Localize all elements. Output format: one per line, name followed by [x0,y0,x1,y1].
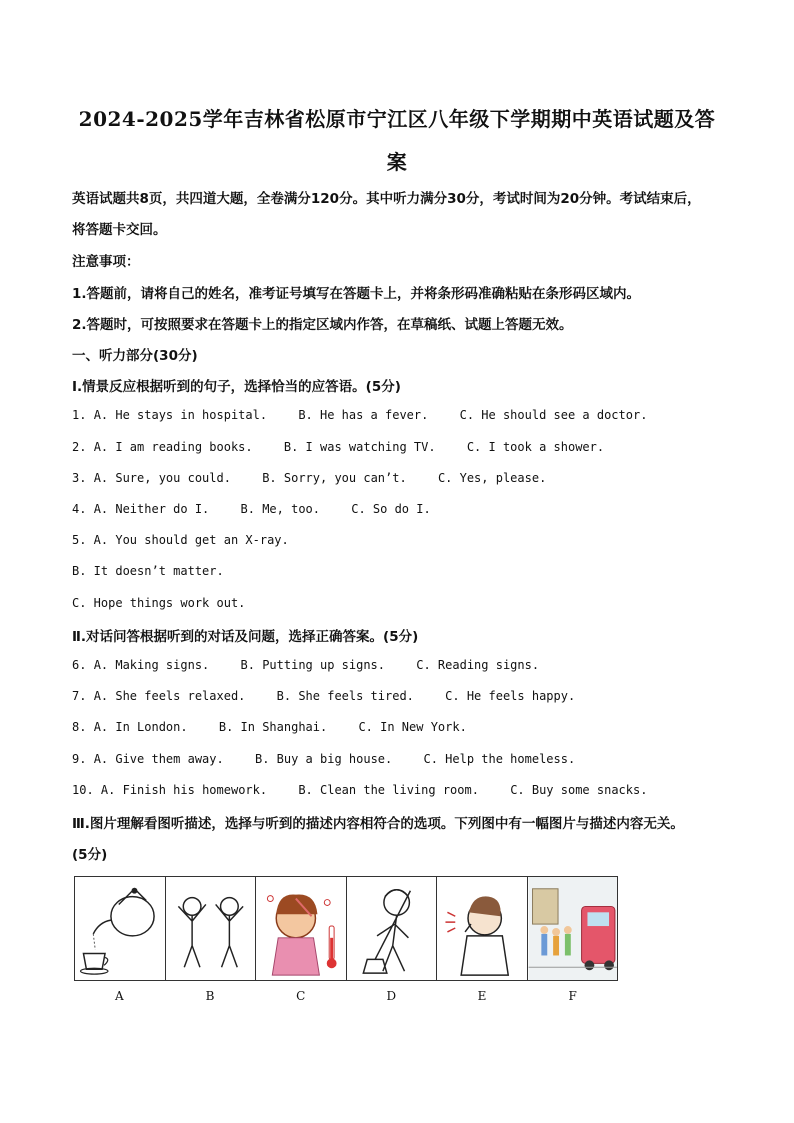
document-title-line1: 2024-2025学年吉林省松原市宁江区八年级下学期期中英语试题及答 [78,107,716,131]
man-coughing-icon [437,877,527,980]
option-c: C. I took a shower. [466,440,605,454]
section3-heading: Ⅲ.图片理解看图听描述，选择与听到的描述内容相符合的选项。下列图中有一幅图片与描述内容无关。 [72,816,684,832]
question-2 [72,440,604,454]
picture-d-sweeping [347,877,438,980]
option-a: A. In London. [93,720,188,734]
picture-b-stretching [166,877,257,980]
question-number: 8. [72,720,87,734]
question-number: 1. [72,408,87,422]
question-4 [72,502,431,516]
picture-label-f: F [568,989,577,1003]
option-b: B. He has a fever. [298,408,429,422]
girl-sweeping-icon [347,877,437,980]
intro-line2: 将答题卡交回。 [72,222,167,238]
picture-label-e: E [477,989,487,1003]
question-number: 9. [72,752,87,766]
option-b: B. I was watching TV. [283,440,436,454]
question-5-option-c: C. Hope things work out. [72,596,246,610]
option-b: B. Sorry, you can’t. [262,471,407,485]
option-a: A. Sure, you could. [93,471,231,485]
people-bus-icon [528,877,618,980]
picture-label-b: B [205,989,215,1003]
option-a: A. She feels relaxed. [93,689,246,703]
option-a: A. Give them away. [93,752,224,766]
part-one-heading: 一、听力部分(30分) [72,348,198,364]
picture-label-a: A [115,989,124,1003]
option-c: C. In New York. [358,720,467,734]
option-c: C. Reading signs. [416,658,540,672]
option-b: B. Buy a big house. [254,752,393,766]
picture-e-coughing [437,877,528,980]
option-b: B. Clean the living room. [298,783,479,797]
option-c: C. Buy some snacks. [510,783,648,797]
document-title-line2: 案 [386,150,408,174]
girl-fever-icon [256,877,346,980]
option-b: B. She feels tired. [276,689,414,703]
option-b: B. Putting up signs. [240,658,386,672]
question-3 [72,471,546,485]
option-c: C. Yes, please. [437,471,547,485]
option-c: C. He feels happy. [445,689,576,703]
option-a: A. He stays in hospital. [93,408,268,422]
kids-stretching-icon [166,877,256,980]
option-c: C. So do I. [351,502,431,516]
notice-1: 1.答题前，请将自己的姓名，准考证号填写在答题卡上，并将条形码准确粘贴在条形码区域内。 [72,286,641,302]
question-number: 6. [72,658,87,672]
teapot-pouring-icon [75,877,165,980]
picture-a-teapot [75,877,166,980]
notice-2: 2.答题时，可按照要求在答题卡上的指定区域内作答，在草稿纸、试题上答题无效。 [72,317,573,333]
picture-labels [74,989,618,1003]
option-a: A. Finish his homework. [100,783,268,797]
picture-strip [74,876,618,981]
question-number: 4. [72,502,87,516]
question-number: 10. [72,783,94,797]
section2-heading: Ⅱ.对话问答根据听到的对话及问题，选择正确答案。(5分) [72,629,419,645]
intro-line1: 英语试题共8页，共四道大题，全卷满分120分。其中听力满分30分，考试时间为20分钟。考试结束后， [72,191,701,207]
picture-label-d: D [386,989,397,1003]
question-10 [72,783,647,797]
picture-c-fever [256,877,347,980]
option-a: A. I am reading books. [93,440,253,454]
question-1 [72,408,647,422]
option-b: B. In Shanghai. [218,720,328,734]
question-6 [72,658,539,672]
picture-label-c: C [296,989,306,1003]
question-5-option-b: B. It doesn’t matter. [72,564,224,578]
option-c: C. He should see a doctor. [459,408,648,422]
option-b: B. Me, too. [240,502,320,516]
question-8 [72,720,467,734]
section3-score: (5分) [72,847,108,863]
question-7 [72,689,575,703]
option-a: A. Neither do I. [93,502,210,516]
notice-heading: 注意事项： [72,254,140,270]
question-9 [72,752,575,766]
question-number: 2. [72,440,87,454]
question-number: 7. [72,689,87,703]
question-number: 3. [72,471,87,485]
option-a: A. Making signs. [93,658,210,672]
question-5-option-a: 5. A. You should get an X-ray. [72,533,289,547]
picture-f-bus [528,877,618,980]
section1-heading: Ⅰ.情景反应根据听到的句子，选择恰当的应答语。(5分) [72,379,401,395]
option-c: C. Help the homeless. [423,752,576,766]
